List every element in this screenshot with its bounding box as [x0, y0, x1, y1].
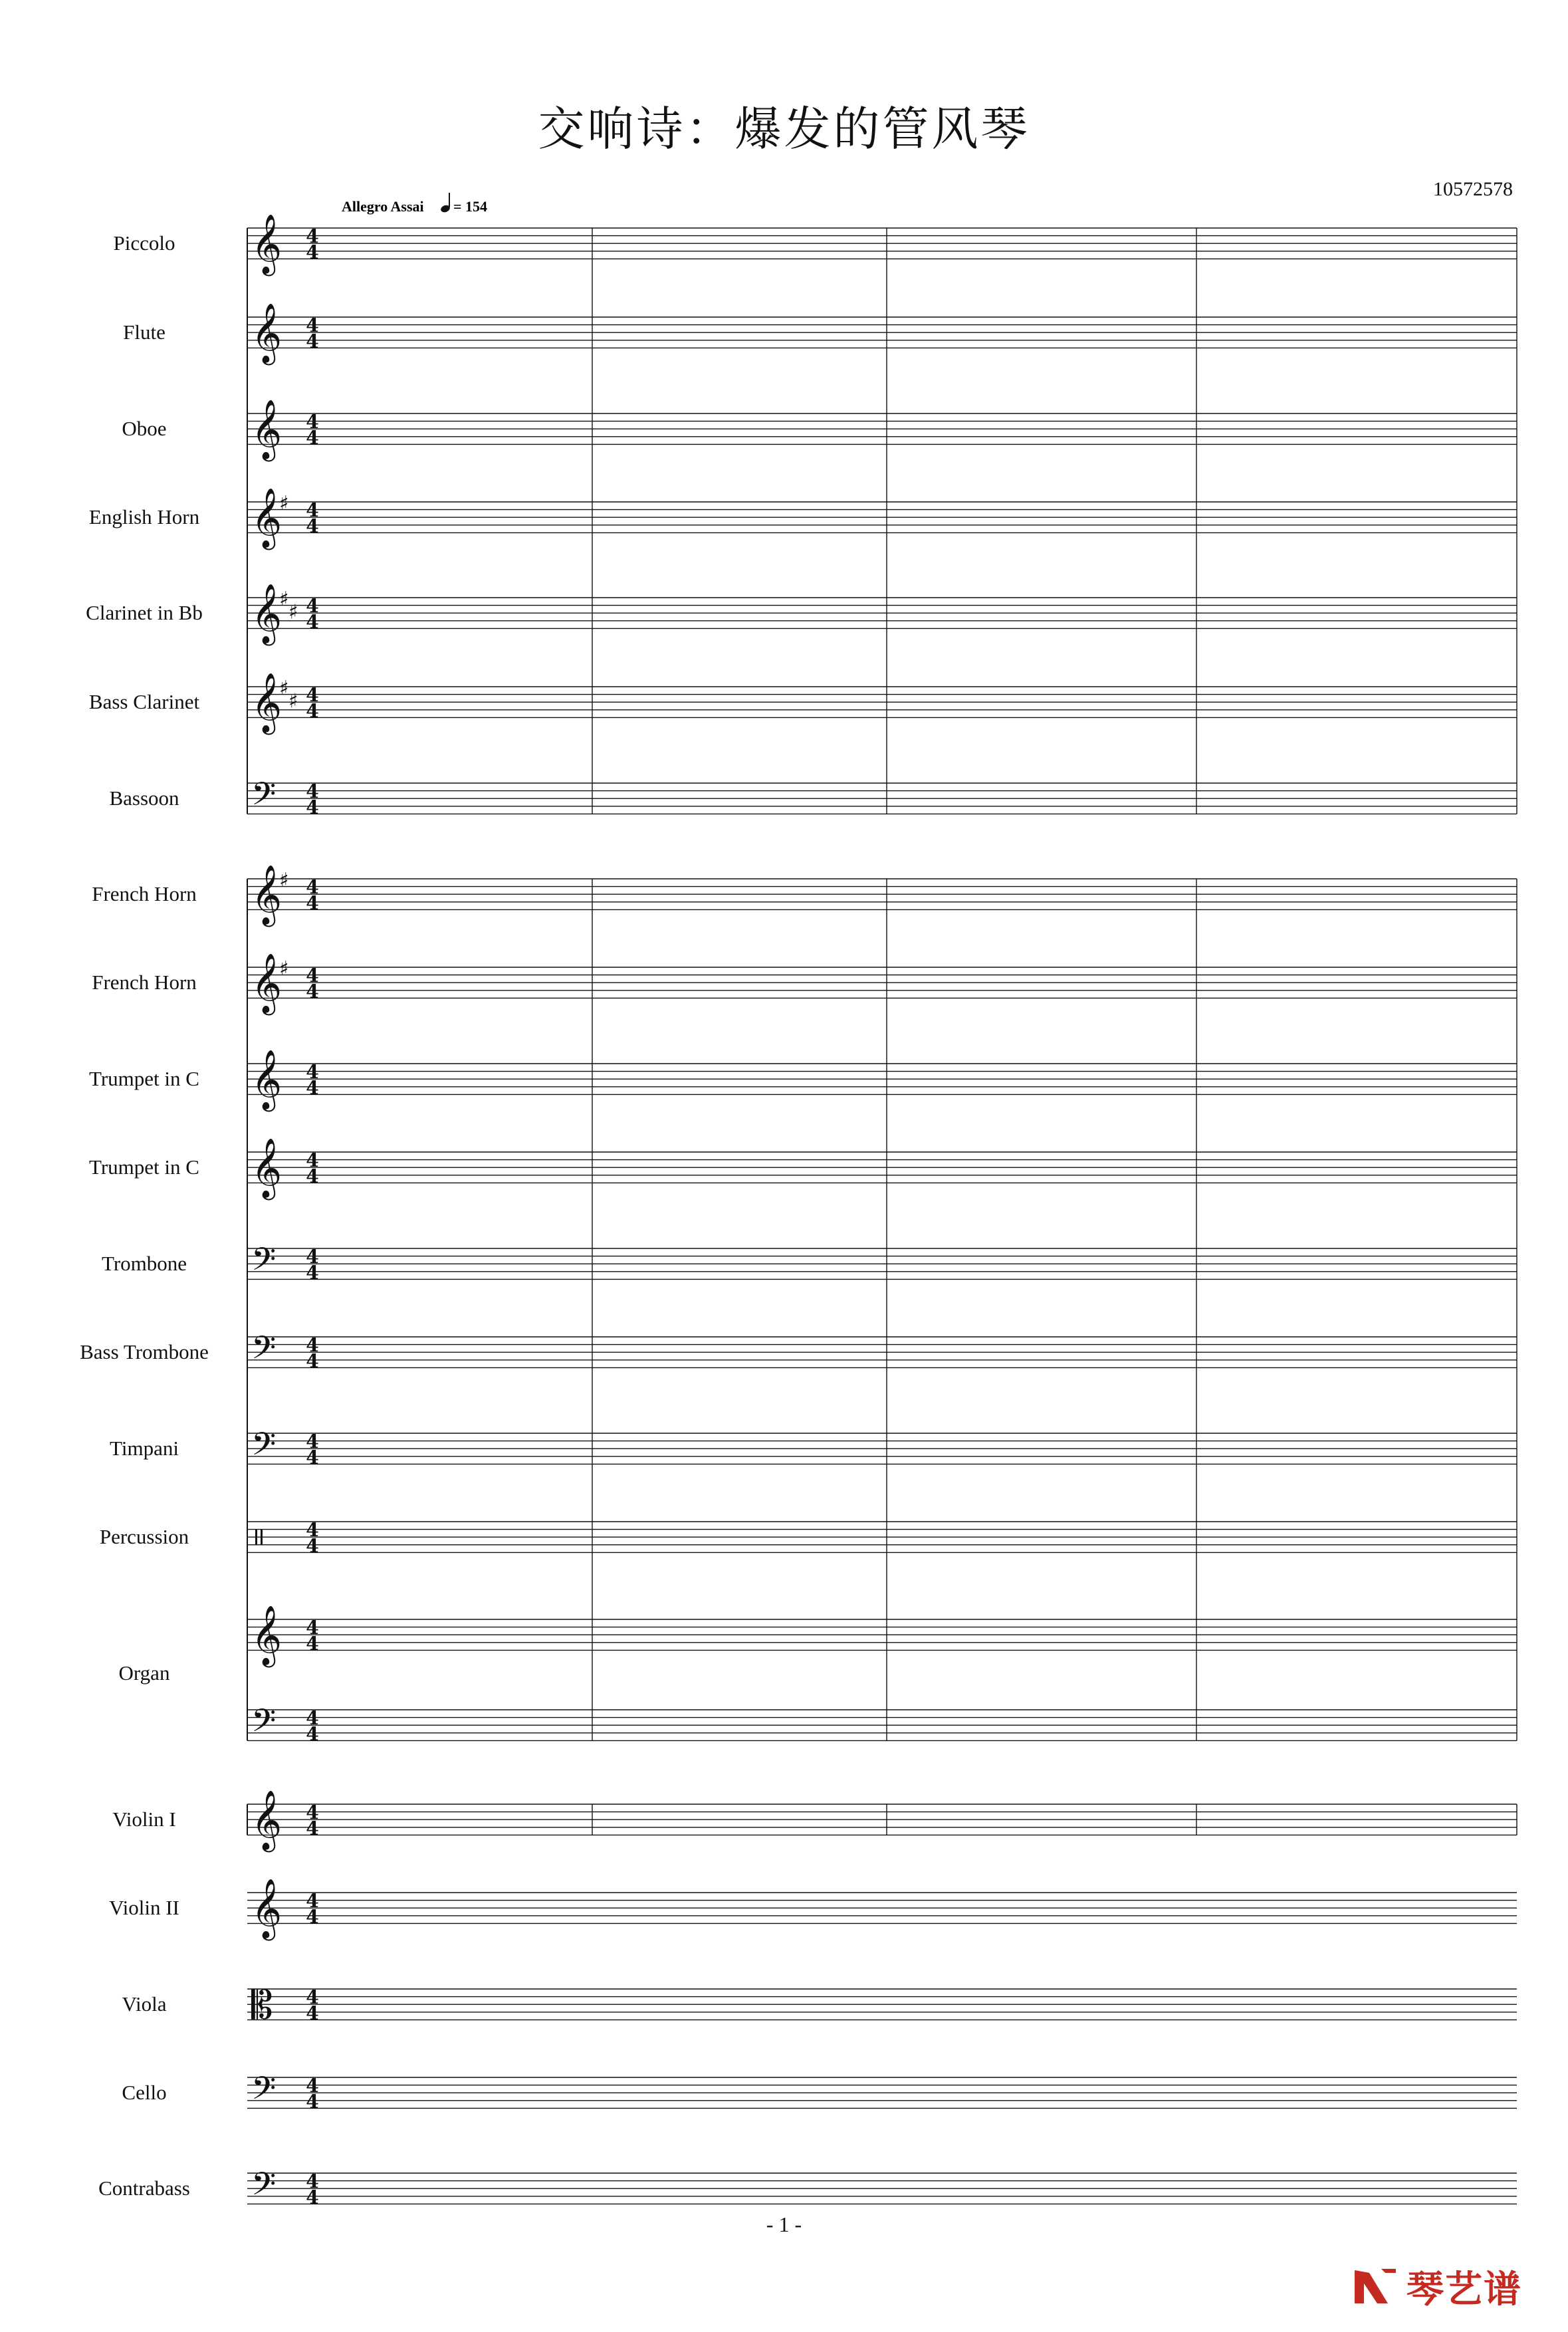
treble-clef-icon: 𝄞	[251, 1605, 282, 1665]
time-sig-top: 4	[306, 1061, 319, 1083]
time-sig-bottom: 4	[306, 2002, 319, 2024]
time-sig-bottom: 4	[306, 1077, 319, 1099]
treble-clef-icon: 𝄞	[251, 488, 282, 548]
staff-organ	[247, 1605, 1517, 1668]
sharp-icon: ♯	[288, 689, 298, 713]
bass-clef-icon: 𝄢	[251, 1702, 277, 1747]
music-note-logo-icon	[1349, 2264, 1400, 2310]
time-sig-top: 4	[306, 1707, 319, 1729]
time-sig-top: 4	[306, 876, 319, 898]
staff-timpani	[247, 1425, 1517, 1470]
logo-text: 琴艺谱	[1406, 2268, 1522, 2311]
treble-clef-icon: 𝄞	[251, 865, 282, 925]
sharp-icon: ♯	[279, 492, 289, 515]
page-number: - 1 -	[766, 2212, 802, 2236]
treble-clef-icon: 𝄞	[251, 1790, 282, 1850]
staff-clarinet-in-bb	[247, 584, 1517, 646]
tempo-bpm: = 154	[453, 198, 488, 215]
instrument-label: Percussion	[99, 1525, 189, 1549]
treble-clef-icon: 𝄞	[251, 673, 282, 733]
sharp-icon: ♯	[279, 677, 289, 700]
staff-percussion	[247, 1519, 1517, 1557]
treble-clef-icon: 𝄞	[251, 584, 282, 643]
sharp-icon: ♯	[279, 869, 289, 892]
time-sig-bottom: 4	[306, 1535, 319, 1557]
instrument-label: Violin I	[112, 1807, 176, 1831]
staff-english-horn	[247, 488, 1517, 550]
instrument-label: Bassoon	[109, 786, 179, 810]
instrument-label: Oboe	[122, 417, 167, 441]
tempo-marking	[342, 193, 487, 215]
instrument-label: Viola	[122, 1992, 167, 2016]
site-logo[interactable]	[1349, 2260, 1522, 2313]
instrument-label: Trumpet in C	[89, 1155, 199, 1179]
time-sig-top: 4	[306, 1519, 319, 1541]
sharp-icon: ♯	[279, 588, 289, 611]
staff-bass-clarinet	[247, 673, 1517, 735]
time-sig-bottom: 4	[306, 241, 319, 263]
staff-contrabass	[247, 2165, 1517, 2210]
time-sig-bottom: 4	[306, 1633, 319, 1655]
time-sig-bottom: 4	[306, 330, 319, 352]
instrument-label: Cello	[122, 2081, 167, 2105]
treble-clef-icon: 𝄞	[251, 953, 282, 1013]
time-sig-top: 4	[306, 1334, 319, 1356]
time-sig-bottom: 4	[306, 1906, 319, 1928]
bass-clef-icon: 𝄢	[251, 2069, 277, 2115]
instrument-label: Contrabass	[98, 2176, 190, 2200]
treble-clef-icon: 𝄞	[251, 214, 282, 274]
time-sig-bottom: 4	[306, 700, 319, 722]
staff-trumpet-in-c	[247, 1050, 1517, 1112]
instrument-label: Trombone	[101, 1252, 187, 1276]
time-sig-top: 4	[306, 595, 319, 617]
time-sig-bottom: 4	[306, 1447, 319, 1468]
instrument-label: Flute	[123, 320, 166, 344]
time-sig-bottom: 4	[306, 1165, 319, 1187]
time-sig-bottom: 4	[306, 1817, 319, 1839]
instrument-label: French Horn	[92, 971, 197, 994]
instrument-label: English Horn	[88, 505, 200, 529]
time-sig-bottom: 4	[306, 611, 319, 633]
treble-clef-icon: 𝄞	[251, 303, 282, 363]
time-sig-top: 4	[306, 411, 319, 433]
time-sig-bottom: 4	[306, 1262, 319, 1284]
time-sig-top: 4	[306, 1246, 319, 1268]
bass-clef-icon: 𝄢	[251, 775, 277, 820]
time-sig-top: 4	[306, 1617, 319, 1639]
staff-french-horn	[247, 865, 1517, 927]
staff-oboe	[247, 400, 1517, 462]
instrument-label: Violin II	[109, 1896, 179, 1920]
time-sig-top: 4	[306, 1986, 319, 2008]
instrument-label: French Horn	[92, 882, 197, 906]
bass-clef-icon: 𝄢	[251, 1329, 277, 1374]
score-title: 交响诗：爆发的管风琴	[538, 102, 1030, 156]
instrument-label: Clarinet in Bb	[86, 601, 203, 625]
time-sig-top: 4	[306, 499, 319, 521]
staff-viola	[247, 1982, 1517, 2028]
staff-cello	[247, 2069, 1517, 2115]
time-sig-top: 4	[306, 314, 319, 336]
time-sig-bottom: 4	[306, 2186, 319, 2208]
catalog-number: 10572578	[1433, 178, 1513, 200]
time-sig-bottom: 4	[306, 892, 319, 914]
time-sig-top: 4	[306, 1802, 319, 1823]
time-sig-bottom: 4	[306, 1350, 319, 1372]
sharp-icon: ♯	[279, 957, 289, 981]
staff-organ	[247, 1702, 1517, 1747]
time-sig-bottom: 4	[306, 427, 319, 449]
bass-clef-icon: 𝄢	[251, 1425, 277, 1470]
time-sig-bottom: 4	[306, 515, 319, 537]
staff-bass-trombone	[247, 1329, 1517, 1374]
time-sig-top: 4	[306, 2170, 319, 2192]
treble-clef-icon: 𝄞	[251, 1138, 282, 1198]
time-sig-top: 4	[306, 1890, 319, 1912]
staff-french-horn	[247, 953, 1517, 1016]
instrument-label: Piccolo	[113, 231, 175, 255]
staff-flute	[247, 303, 1517, 366]
time-sig-top: 4	[306, 2075, 319, 2097]
time-sig-bottom: 4	[306, 2091, 319, 2113]
staff-bassoon	[247, 775, 1517, 820]
treble-clef-icon: 𝄞	[251, 400, 282, 459]
time-sig-top: 4	[306, 684, 319, 706]
instrument-label: Trumpet in C	[89, 1067, 199, 1091]
instrument-label: Organ	[118, 1661, 170, 1685]
staff-violin-ii	[247, 1879, 1517, 1941]
sharp-icon: ♯	[288, 600, 298, 624]
staff-trumpet-in-c	[247, 1138, 1517, 1201]
time-sig-top: 4	[306, 965, 319, 987]
treble-clef-icon: 𝄞	[251, 1879, 282, 1938]
time-sig-top: 4	[306, 1431, 319, 1453]
time-sig-top: 4	[306, 1149, 319, 1171]
time-sig-top: 4	[306, 225, 319, 247]
tempo-text: Allegro Assai	[342, 198, 424, 215]
time-sig-bottom: 4	[306, 981, 319, 1002]
alto-clef-icon: 𝄡	[251, 1982, 273, 2028]
instrument-label: Bass Trombone	[80, 1340, 209, 1364]
bass-clef-icon: 𝄢	[251, 2165, 277, 2210]
bass-clef-icon: 𝄢	[251, 1240, 277, 1286]
time-sig-bottom: 4	[306, 796, 319, 818]
instrument-label: Bass Clarinet	[88, 690, 200, 714]
staff-trombone	[247, 1240, 1517, 1286]
staff-violin-i	[247, 1790, 1517, 1853]
instrument-label: Timpani	[110, 1437, 179, 1460]
time-sig-bottom: 4	[306, 1723, 319, 1745]
treble-clef-icon: 𝄞	[251, 1050, 282, 1109]
time-sig-top: 4	[306, 780, 319, 802]
staff-piccolo	[247, 214, 1517, 277]
